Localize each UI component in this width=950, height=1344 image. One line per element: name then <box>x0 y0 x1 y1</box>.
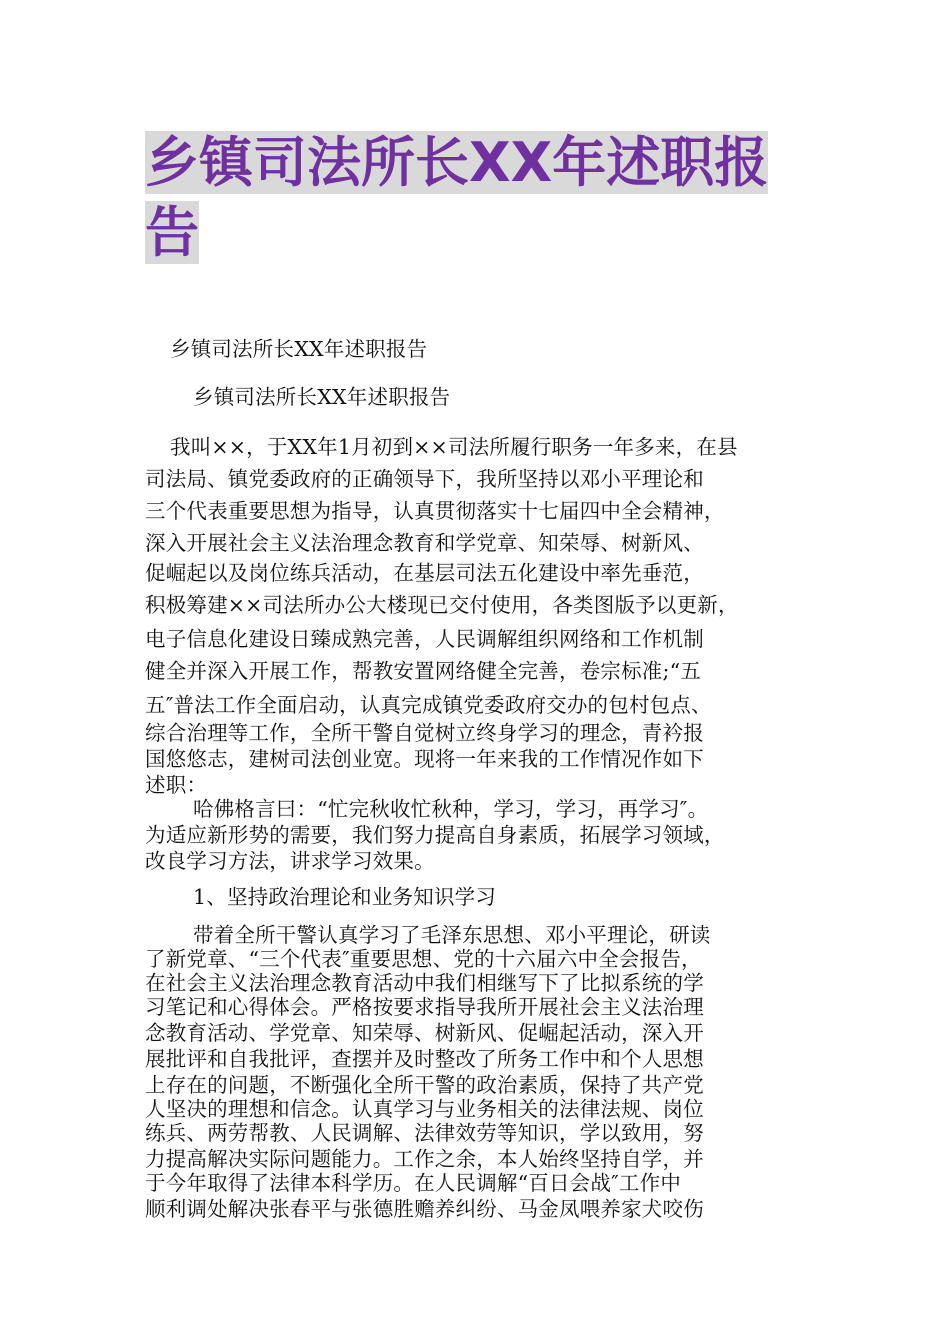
paragraph-line: 哈佛格言曰：“忙完秋收忙秋种，学习，学习，再学习″。 <box>193 797 709 821</box>
paragraph-line: 展批评和自我批评，查摆并及时整改了所务工作中和个人思想 <box>145 1047 704 1071</box>
section-heading: 1、坚持政治理论和业务知识学习 <box>193 885 497 909</box>
paragraph-line: 深入开展社会主义法治理念教育和学党章、知荣辱、树新风、 <box>145 531 704 555</box>
paragraph-line: 司法局、镇党委政府的正确领导下，我所坚持以邓小平理论和 <box>145 467 704 491</box>
paragraph-line: 在社会主义法治理念教育活动中我们相继写下了比拟系统的学 <box>145 971 704 995</box>
paragraph-line: 述职： <box>145 773 208 797</box>
paragraph-line: 念教育活动、学党章、知荣辱、树新风、促崛起活动，深入开 <box>145 1021 704 1045</box>
paragraph-line: 积极筹建××司法所办公大楼现已交付使用，各类图版予以更新， <box>145 593 739 617</box>
paragraph-line: 促崛起以及岗位练兵活动，在基层司法五化建设中率先垂范， <box>145 561 704 585</box>
subtitle-line: 乡镇司法所长XX年述职报告 <box>193 385 451 409</box>
subtitle-line: 乡镇司法所长XX年述职报告 <box>170 337 428 361</box>
paragraph-line: 了新党章、“三个代表″重要思想、党的十六届六中全会报告， <box>145 947 702 971</box>
paragraph-line: 改良学习方法，讲求学习效果。 <box>145 849 435 873</box>
document-title <box>145 128 815 268</box>
paragraph-line: 带着全所干警认真学习了毛泽东思想、邓小平理论，研读 <box>193 923 711 947</box>
paragraph-line: 五″普法工作全面启动，认真完成镇党委政府交办的包村包点、 <box>145 693 712 717</box>
paragraph-line: 于今年取得了法律本科学历。在人民调解“百日会战″工作中 <box>145 1171 682 1195</box>
paragraph-line: 健全并深入开展工作，帮教安置网络健全完善，卷宗标准;“五 <box>145 659 701 683</box>
paragraph-line: 电子信息化建设日臻成熟完善，人民调解组织网络和工作机制 <box>145 627 704 651</box>
paragraph-line: 力提高解决实际问题能力。工作之余，本人始终坚持自学，并 <box>145 1147 704 1171</box>
paragraph-line: 我叫××，于XX年1月初到××司法所履行职务一年多来，在县 <box>170 435 738 459</box>
paragraph-line: 三个代表重要思想为指导，认真贯彻落实十七届四中全会精神， <box>145 499 725 523</box>
paragraph-line: 综合治理等工作，全所干警自觉树立终身学习的理念，青衿报 <box>145 721 704 745</box>
paragraph-line: 上存在的问题，不断强化全所干警的政治素质，保持了共产党 <box>145 1073 704 1097</box>
paragraph-line: 顺利调处解决张春平与张德胜赡养纠纷、马金凤喂养家犬咬伤 <box>145 1197 704 1221</box>
paragraph-line: 人坚决的理想和信念。认真学习与业务相关的法律法规、岗位 <box>145 1097 704 1121</box>
document-title-text: 乡镇司法所长XX年述职报告 <box>145 131 769 264</box>
paragraph-line: 习笔记和心得体会。严格按要求指导我所开展社会主义法治理 <box>145 995 704 1019</box>
paragraph-line: 国悠悠志，建树司法创业宽。现将一年来我的工作情况作如下 <box>145 747 704 771</box>
paragraph-line: 练兵、两劳帮教、人民调解、法律效劳等知识，学以致用，努 <box>145 1121 704 1145</box>
paragraph-line: 为适应新形势的需要，我们努力提高自身素质，拓展学习领域， <box>145 823 725 847</box>
